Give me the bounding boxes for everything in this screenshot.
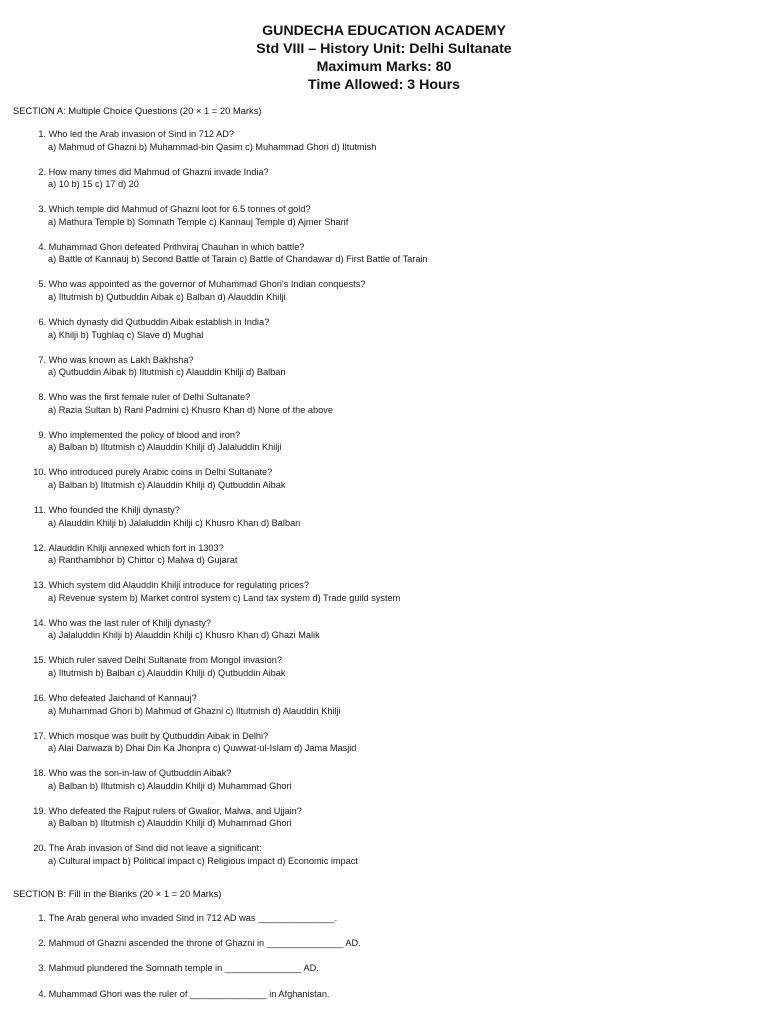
question-options: a) Mahmud of Ghazni b) Muhammad-bin Qasim c) Muhammad Ghori d) Iltutmish (48, 141, 377, 152)
question-text: Mahmud plundered the Somnath temple in _______________ AD. (48, 963, 319, 974)
question-line (30, 767, 750, 780)
question-options: a) Alai Darwaza b) Dhai Din Ka Jhonpra c) Quwwat-ul-Islam d) Jama Masjid (48, 743, 357, 754)
question-text: Which dynasty did Qutbuddin Aibak establish in India? (48, 317, 270, 327)
subject-title: Std VIII – History Unit: Delhi Sultanate (256, 41, 512, 57)
question-number: 2. (38, 938, 46, 949)
question-line (30, 937, 750, 950)
question-text: Who was the last ruler of Khilji dynasty? (48, 617, 211, 628)
school-name: GUNDECHA EDUCATION ACADEMY (262, 23, 506, 39)
question-text: Muhammad Ghori defeated Prithviraj Chauhan in which battle? (48, 241, 305, 252)
question-text: Alauddin Khilji annexed which fort in 1303? (48, 542, 224, 553)
question-number: 20. (33, 843, 46, 854)
question-number: 2. (38, 166, 46, 177)
question-line (30, 466, 750, 479)
mcq-question (30, 654, 750, 679)
question-line (30, 805, 750, 818)
question-text: Who led the Arab invasion of Sind in 712 AD? (48, 129, 234, 139)
mcq-question (30, 466, 750, 491)
question-options: a) 10 b) 15 c) 17 d) 20 (48, 179, 139, 190)
mcq-question (30, 316, 750, 341)
question-line (30, 203, 750, 216)
section-a-title: SECTION A: Multiple Choice Questions (20 × 1 = 20 Marks) (13, 105, 262, 116)
time-allowed: Time Allowed: 3 Hours (307, 77, 461, 93)
question-line (30, 354, 750, 367)
question-number: 4. (38, 241, 46, 252)
mcq-question (30, 166, 750, 191)
question-text: The Arab general who invaded Sind in 712 AD was _______________. (48, 913, 338, 923)
fill-blank-question (30, 988, 750, 1001)
question-options: a) Qutbuddin Aibak b) Iltutmish c) Alauddin Khilji d) Balban (48, 367, 286, 378)
question-options: a) Jalaluddin Khilji b) Alauddin Khilji c) Khusro Khan d) Ghazi Malik (48, 630, 320, 641)
question-number: 15. (33, 655, 46, 666)
question-number: 13. (33, 580, 46, 591)
question-number: 8. (38, 392, 46, 403)
question-number: 17. (33, 730, 46, 741)
document-header (0, 0, 768, 94)
question-number: 12. (33, 542, 46, 553)
mcq-question (30, 203, 750, 228)
question-number: 5. (38, 279, 46, 290)
question-text: Who defeated Jaichand of Kannauj? (48, 693, 197, 703)
question-options: a) Mathura Temple b) Somnath Temple c) Kannauj Temple d) Ajmer Sharif (48, 216, 349, 227)
question-text: Who was the son-in-law of Qutbuddin Aibak? (48, 768, 232, 779)
question-options: a) Balban b) Iltutmish c) Alauddin Khilji d) Jalaluddin Khilji (48, 442, 282, 453)
question-line (30, 128, 750, 141)
question-line (30, 962, 750, 975)
question-line (30, 912, 750, 925)
question-text: Mahmud of Ghazni ascended the throne of Ghazni in _______________ AD. (48, 938, 361, 949)
mcq-question (30, 504, 750, 529)
question-options: a) Razia Sultan b) Rani Padmini c) Khusro Khan d) None of the above (48, 404, 333, 415)
mcq-question (30, 730, 750, 755)
question-options: a) Balban b) Iltutmish c) Alauddin Khilji d) Qutbuddin Aibak (48, 479, 286, 490)
question-text: Who implemented the policy of blood and iron? (48, 429, 241, 440)
question-line (30, 316, 750, 329)
mcq-question (30, 617, 750, 642)
question-text: How many times did Mahmud of Ghazni invade India? (48, 166, 269, 177)
question-number: 1. (38, 129, 46, 139)
mcq-question (30, 128, 750, 153)
question-line (30, 617, 750, 630)
question-options: a) Alauddin Khilji b) Jalaluddin Khilji c) Khusro Khan d) Balban (48, 517, 301, 528)
question-options: a) Iltutmish b) Balban c) Alauddin Khilji d) Qutbuddin Aibak (48, 667, 286, 678)
mcq-question (30, 278, 750, 303)
question-number: 3. (38, 204, 46, 215)
question-line (30, 730, 750, 743)
question-options: a) Battle of Kannauj b) Second Battle of Tarain c) Battle of Chandawar d) First Battle of Tarain (48, 254, 428, 265)
question-line (30, 504, 750, 517)
question-number: 16. (33, 693, 46, 703)
question-number: 3. (38, 963, 46, 974)
question-options: a) Iltutmish b) Qutbuddin Aibak c) Balban d) Alauddin Khilji (48, 291, 286, 302)
question-options: a) Revenue system b) Market control system c) Land tax system d) Trade guild system (48, 592, 401, 603)
mcq-question (30, 354, 750, 379)
question-text: Which mosque was built by Qutbuddin Aibak in Delhi? (48, 730, 269, 741)
question-number: 14. (33, 617, 46, 628)
question-text: Who was appointed as the governor of Muhammad Ghori's Indian conquests? (48, 279, 366, 290)
question-number: 10. (33, 467, 46, 478)
question-options: a) Muhammad Ghori b) Mahmud of Ghazni c) Iltutmish d) Alauddin Khilji (48, 705, 341, 716)
question-number: 6. (38, 317, 46, 327)
mcq-question (30, 391, 750, 416)
question-number: 11. (33, 505, 46, 515)
question-line (30, 391, 750, 404)
question-text: Who was known as Lakh Bakhsha? (48, 354, 194, 365)
question-line (30, 988, 750, 1001)
question-number: 1. (38, 913, 46, 923)
question-text: Which ruler saved Delhi Sultanate from Mongol invasion? (48, 655, 282, 666)
mcq-question (30, 805, 750, 830)
question-text: Which temple did Mahmud of Ghazni loot for 6.5 tonnes of gold? (48, 204, 311, 215)
question-options: a) Balban b) Iltutmish c) Alauddin Khilji d) Muhammad Ghori (48, 780, 292, 791)
mcq-question (30, 241, 750, 266)
question-line (30, 542, 750, 555)
mcq-question (30, 842, 750, 867)
question-line (30, 842, 750, 855)
question-line (30, 429, 750, 442)
question-number: 18. (33, 768, 46, 779)
question-text: Muhammad Ghori was the ruler of _______________ in Afghanistan. (48, 988, 330, 999)
question-line (30, 654, 750, 667)
maximum-marks: Maximum Marks: 80 (316, 59, 452, 75)
question-text: Who founded the Khilji dynasty? (48, 505, 180, 515)
question-line (30, 579, 750, 592)
question-number: 19. (33, 805, 46, 816)
question-line (30, 241, 750, 254)
question-options: a) Balban b) Iltutmish c) Alauddin Khilji d) Muhammad Ghori (48, 818, 292, 829)
question-line (30, 278, 750, 291)
section-b-title: SECTION B: Fill in the Blanks (20 × 1 = 20 Marks) (13, 888, 222, 899)
question-options: a) Cultural impact b) Political impact c) Religious impact d) Economic impact (48, 855, 358, 866)
question-line (30, 692, 750, 705)
fill-blank-question (30, 912, 750, 925)
question-number: 7. (38, 354, 46, 365)
question-number: 9. (38, 429, 46, 440)
mcq-question (30, 767, 750, 792)
question-options: a) Khilji b) Tughlaq c) Slave d) Mughal (48, 329, 204, 340)
mcq-question (30, 542, 750, 567)
fill-blank-question (30, 937, 750, 950)
question-text: Which system did Alauddin Khilji introduce for regulating prices? (48, 580, 310, 591)
question-number: 4. (38, 988, 46, 999)
fill-blank-question (30, 962, 750, 975)
mcq-question (30, 579, 750, 604)
mcq-question (30, 429, 750, 454)
question-text: Who was the first female ruler of Delhi Sultanate? (48, 392, 251, 403)
question-text: Who introduced purely Arabic coins in Delhi Sultanate? (48, 467, 273, 478)
question-text: The Arab invasion of Sind did not leave a significant: (48, 843, 262, 854)
question-options: a) Ranthambhor b) Chittor c) Malwa d) Gujarat (48, 555, 238, 566)
mcq-question (30, 692, 750, 717)
question-line (30, 166, 750, 179)
question-text: Who defeated the Rajput rulers of Gwalior, Malwa, and Ujjain? (48, 805, 302, 816)
